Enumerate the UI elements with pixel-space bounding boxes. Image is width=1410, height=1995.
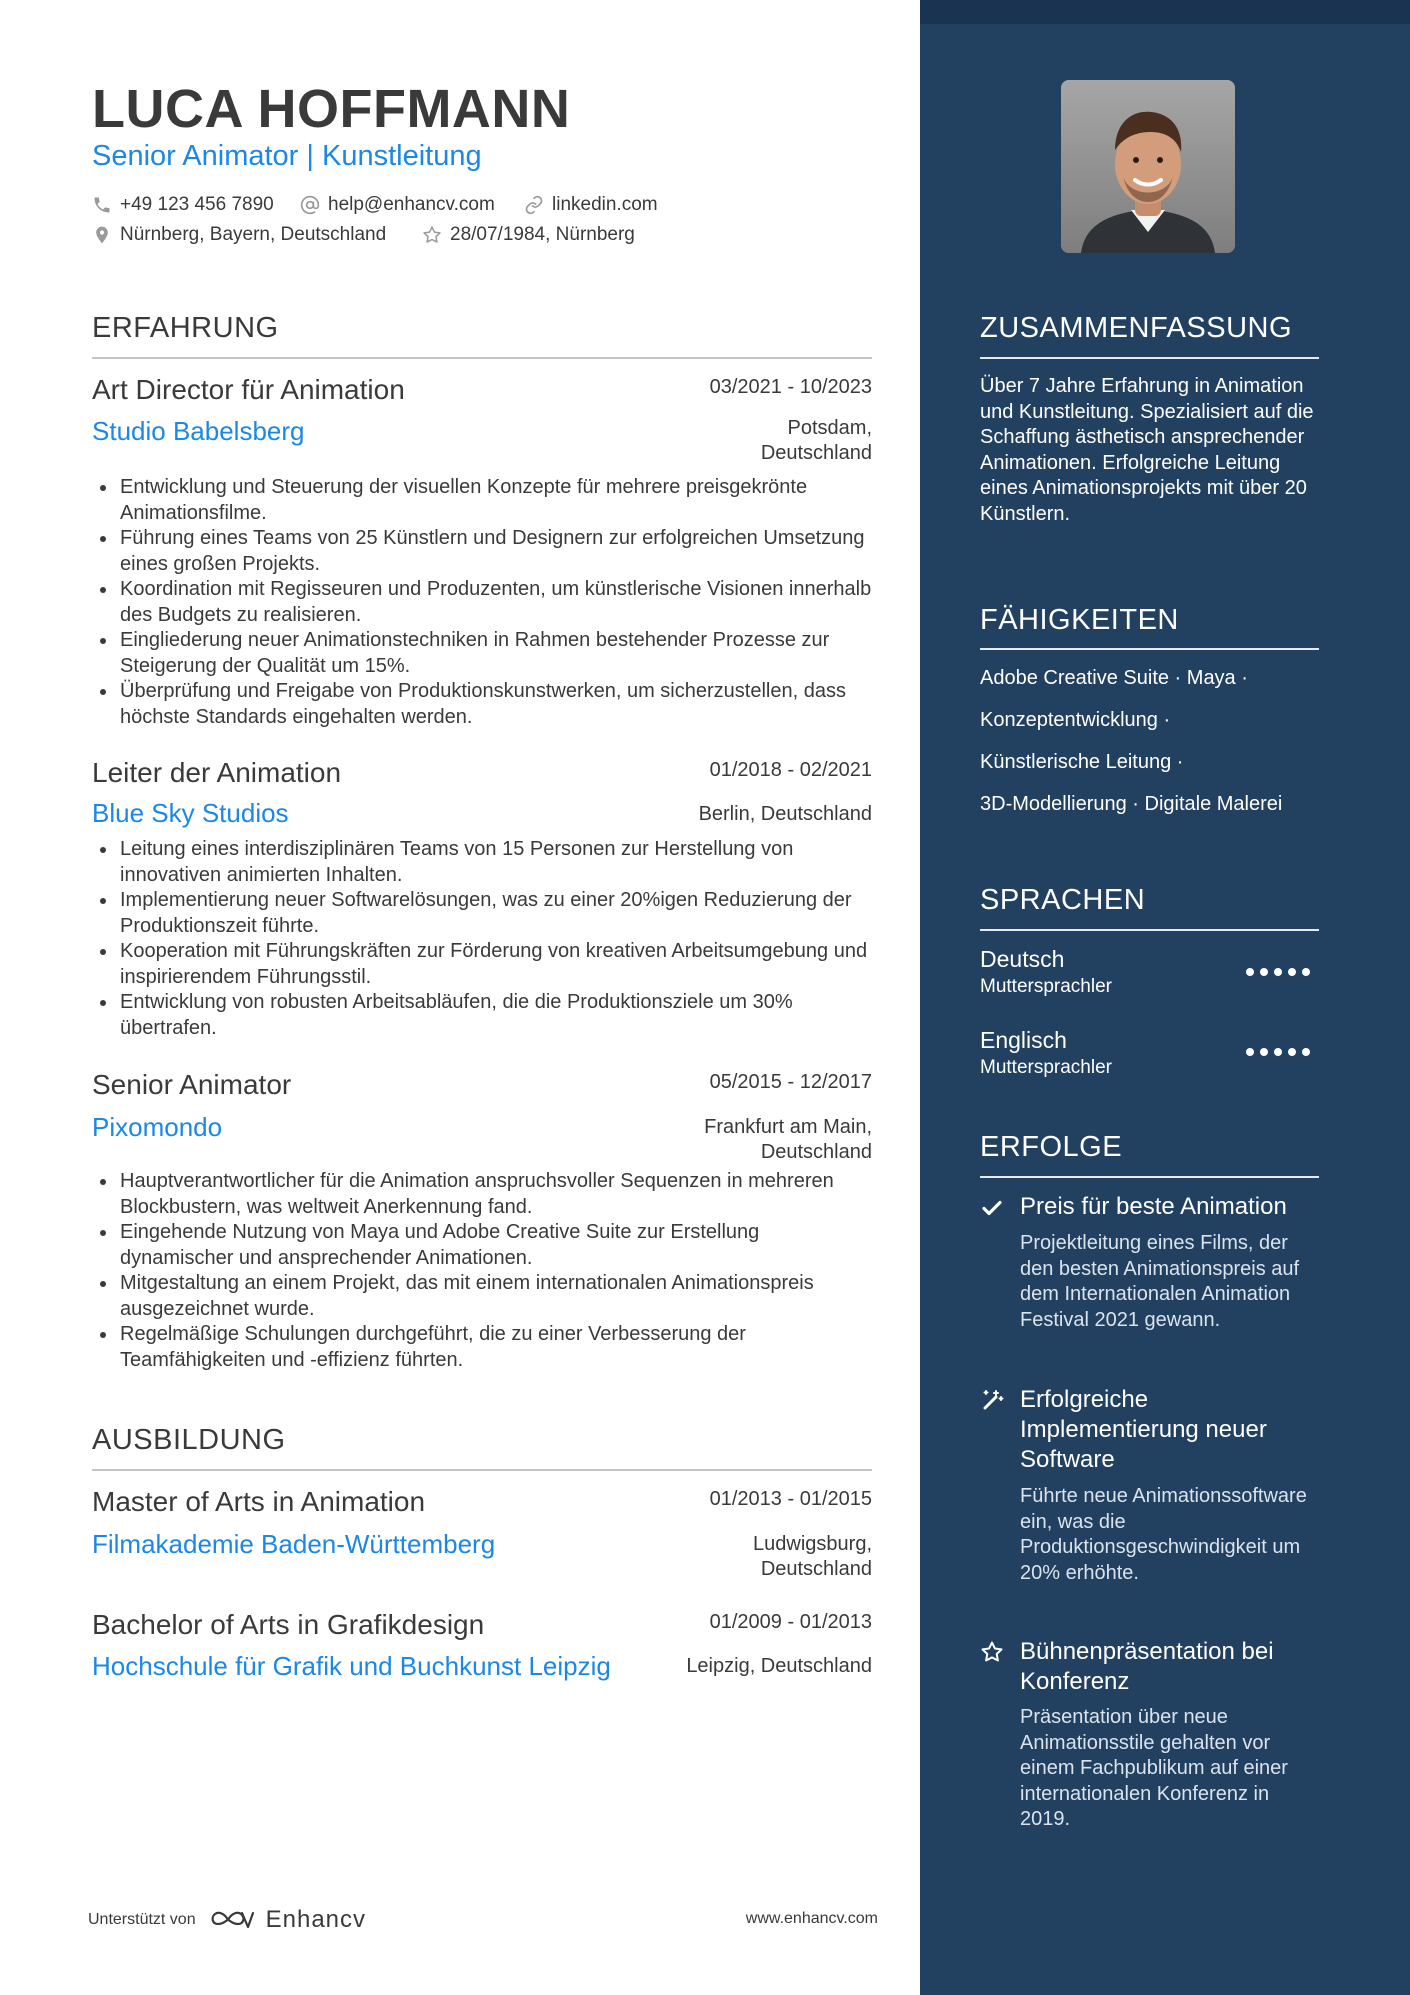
list-item: Führung eines Teams von 25 Künstlern und Designern zur erfolgreichen Umsetzung eines großen Projekts. xyxy=(120,526,872,577)
list-item: Hauptverantwortlicher für die Animation anspruchsvoller Sequenzen in mehreren Blockbustern, was weltweit Anerkennung fand. xyxy=(120,1169,872,1220)
language-level: Muttersprachler xyxy=(980,1057,1112,1078)
achievement-text: Projektleitung eines Films, der den besten Animationspreis auf dem Internationalen Animation Festival 2021 gewann. xyxy=(1020,1232,1300,1331)
language-name: Englisch xyxy=(980,1027,1067,1053)
list-item: Koordination mit Regisseuren und Produzenten, um künstlerische Visionen innerhalb des Budgets zu realisieren. xyxy=(120,577,872,628)
rating-dot xyxy=(1246,968,1254,976)
profile-photo-image xyxy=(1061,80,1235,253)
achievements-section-title: ERFOLGE xyxy=(980,1131,1123,1163)
job-company[interactable]: Pixomondo xyxy=(92,1112,223,1142)
languages-divider xyxy=(980,929,1319,931)
language-name: Deutsch xyxy=(980,946,1065,972)
language-rating xyxy=(1246,1048,1310,1056)
birth-text: 28/07/1984, Nürnberg xyxy=(450,224,635,245)
candidate-headline: Senior Animator | Kunstleitung xyxy=(92,140,482,172)
job-location: Frankfurt am Main, Deutschland xyxy=(704,1116,872,1163)
school-location: Ludwigsburg, Deutschland xyxy=(753,1533,872,1580)
list-item: Entwicklung von robusten Arbeitsabläufen, die die Produktionsziele um 30% übertrafen. xyxy=(120,990,872,1041)
education-section-title: AUSBILDUNG xyxy=(92,1424,286,1456)
summary-section-title: ZUSAMMENFASSUNG xyxy=(980,312,1293,344)
list-item: Kooperation mit Führungskräften zur Förderung von kreativen Arbeitsumgebung und inspirierendem Führungsstil. xyxy=(120,939,872,990)
skill-line: 3D-Modellierung · Digitale Malerei xyxy=(980,793,1283,815)
contact-linkedin[interactable] xyxy=(524,194,658,216)
skill-line: Künstlerische Leitung · xyxy=(980,751,1184,773)
footer-brand: Enhancv xyxy=(265,1906,367,1933)
rating-dot xyxy=(1260,968,1268,976)
rating-dot xyxy=(1288,1048,1296,1056)
job-title: Leiter der Animation xyxy=(92,757,342,788)
education-date: 01/2013 - 01/2015 xyxy=(709,1488,872,1510)
language-level: Muttersprachler xyxy=(980,976,1112,997)
achievement-title: Preis für beste Animation xyxy=(1020,1193,1287,1220)
education-divider xyxy=(92,1469,872,1471)
list-item: Regelmäßige Schulungen durchgeführt, die zu einer Verbesserung der Teamfähigkeiten und -effizienz führten. xyxy=(120,1322,872,1373)
linkedin-text: linkedin.com xyxy=(552,194,658,215)
degree-title: Bachelor of Arts in Grafikdesign xyxy=(92,1609,485,1640)
link-icon xyxy=(524,195,544,215)
rating-dot xyxy=(1274,1048,1282,1056)
at-icon xyxy=(300,195,320,215)
list-item: Implementierung neuer Softwarelösungen, was zu einer 20%igen Reduzierung der Produktionszeit führte. xyxy=(120,888,872,939)
list-item: Eingehende Nutzung von Maya und Adobe Creative Suite zur Erstellung dynamischer und ansprechender Animationen. xyxy=(120,1220,872,1271)
star-icon xyxy=(980,1640,1004,1664)
star-outline-icon xyxy=(422,225,442,245)
job-bullets xyxy=(120,1169,872,1373)
job-location: Berlin, Deutschland xyxy=(698,803,872,825)
language-rating xyxy=(1246,968,1310,976)
degree-title: Master of Arts in Animation xyxy=(92,1486,426,1517)
achievements-divider xyxy=(980,1176,1319,1178)
phone-icon xyxy=(92,195,112,215)
list-item: Leitung eines interdisziplinären Teams von 15 Personen zur Herstellung von innovativen animierten Inhalten. xyxy=(120,837,872,888)
achievement-text: Präsentation über neue Animationsstile gehalten vor einem Fachpublikum auf einer internationalen Konferenz in 2019. xyxy=(1020,1706,1288,1830)
school-name[interactable]: Hochschule für Grafik und Buchkunst Leipzig xyxy=(92,1651,611,1681)
rating-dot xyxy=(1288,968,1296,976)
job-bullets xyxy=(120,475,872,730)
wand-icon xyxy=(980,1388,1004,1412)
achievement-title: Erfolgreiche Implementierung neuer Software xyxy=(1020,1386,1267,1473)
experience-section-title: ERFAHRUNG xyxy=(92,312,279,344)
powered-by-text: Unterstützt von xyxy=(88,1911,196,1928)
job-location: Potsdam, Deutschland xyxy=(760,417,872,464)
job-company[interactable]: Studio Babelsberg xyxy=(92,416,305,446)
location-pin-icon xyxy=(92,225,112,245)
skill-line: Konzeptentwicklung · xyxy=(980,709,1171,731)
rating-dot xyxy=(1260,1048,1268,1056)
phone-text: +49 123 456 7890 xyxy=(120,194,274,215)
sidebar-top-band xyxy=(920,0,1410,24)
footer-powered-by xyxy=(88,1906,366,1934)
location-text: Nürnberg, Bayern, Deutschland xyxy=(120,224,387,245)
list-item: Eingliederung neuer Animationstechniken in Rahmen bestehender Prozesse zur Steigerung der Qualität um 15%. xyxy=(120,628,872,679)
email-text: help@enhancv.com xyxy=(328,194,495,215)
job-date: 03/2021 - 10/2023 xyxy=(709,376,872,398)
job-company[interactable]: Blue Sky Studios xyxy=(92,798,289,828)
rating-dot xyxy=(1302,968,1310,976)
summary-divider xyxy=(980,357,1319,359)
rating-dot xyxy=(1302,1048,1310,1056)
contact-email[interactable] xyxy=(300,194,495,216)
profile-photo xyxy=(1061,80,1235,253)
contact-birth xyxy=(422,224,635,246)
achievement-title: Bühnenpräsentation bei Konferenz xyxy=(1020,1638,1274,1695)
candidate-name: LUCA HOFFMANN xyxy=(92,79,571,139)
rating-dot xyxy=(1246,1048,1254,1056)
job-title: Senior Animator xyxy=(92,1069,292,1100)
enhancv-logo-icon xyxy=(208,1907,254,1933)
experience-divider xyxy=(92,357,872,359)
skills-divider xyxy=(980,648,1319,650)
school-location: Leipzig, Deutschland xyxy=(686,1655,872,1677)
list-item: Überprüfung und Freigabe von Produktionskunstwerken, um sicherzustellen, dass höchste Standards eingehalten werden. xyxy=(120,679,872,730)
achievement-text: Führte neue Animationssoftware ein, was die Produktionsgeschwindigkeit um 20% erhöhte. xyxy=(1020,1485,1307,1584)
skill-line: Adobe Creative Suite · Maya · xyxy=(980,667,1248,689)
school-name[interactable]: Filmakademie Baden-Württemberg xyxy=(92,1529,496,1559)
rating-dot xyxy=(1274,968,1282,976)
list-item: Mitgestaltung an einem Projekt, das mit einem internationalen Animationspreis ausgezeichnet wurde. xyxy=(120,1271,872,1322)
languages-section-title: SPRACHEN xyxy=(980,884,1146,916)
job-date: 05/2015 - 12/2017 xyxy=(709,1071,872,1093)
contact-location xyxy=(92,224,386,246)
education-date: 01/2009 - 01/2013 xyxy=(709,1611,872,1633)
footer-url[interactable]: www.enhancv.com xyxy=(745,1910,878,1927)
contact-phone[interactable] xyxy=(92,194,274,216)
check-icon xyxy=(980,1196,1004,1220)
job-bullets xyxy=(120,837,872,1041)
list-item: Entwicklung und Steuerung der visuellen Konzepte für mehrere preisgekrönte Animationsfilme. xyxy=(120,475,872,526)
summary-text: Über 7 Jahre Erfahrung in Animation und Kunstleitung. Spezialisiert auf die Schaffung ästhetisch ansprechender Animationen. Erfolgreiche Leitung eines Animationsprojekts mit über 20 Künstlern. xyxy=(980,375,1314,525)
skills-section-title: FÄHIGKEITEN xyxy=(980,604,1179,636)
job-title: Art Director für Animation xyxy=(92,374,405,405)
job-date: 01/2018 - 02/2021 xyxy=(709,759,872,781)
